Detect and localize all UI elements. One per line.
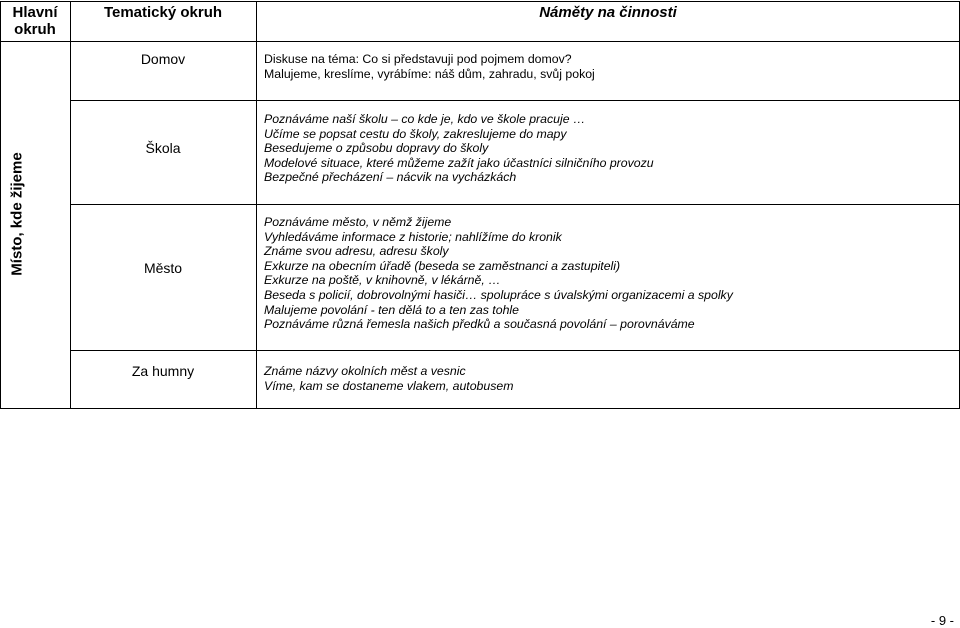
activity-item: Bezpečné přecházení – nácvik na vycházkách xyxy=(264,170,517,185)
header-main-topic-line2: okruh xyxy=(14,21,56,38)
activities-za-humny xyxy=(264,364,513,393)
activity-item: Učíme se popsat cestu do školy, zakreslujeme do mapy xyxy=(264,126,567,141)
activity-item: Exkurze na obecním úřadě (beseda se zaměstnanci a zastupiteli) xyxy=(264,258,621,273)
row-divider-1 xyxy=(70,100,960,101)
activity-item: Diskuse na téma: Co si představuji pod pojmem domov? xyxy=(264,52,572,66)
table-border-left xyxy=(0,1,1,409)
activities-skola xyxy=(264,112,654,185)
activity-item: Exkurze na poště, v knihovně, v lékárně, … xyxy=(264,273,501,288)
topic-mesto: Město xyxy=(143,260,183,276)
activity-item: Poznáváme naší školu – co kde je, kdo ve škole pracuje … xyxy=(264,112,586,126)
header-main-topic-line1: Hlavní xyxy=(12,4,58,21)
topic-skola: Škola xyxy=(145,140,181,156)
main-topic-label: Místo, kde žijeme xyxy=(8,152,26,276)
activity-item: Malujeme, kreslíme, vyrábíme: náš dům, zahradu, svůj pokoj xyxy=(264,66,595,81)
activity-item: Besedujeme o způsobu dopravy do školy xyxy=(264,141,489,156)
col-divider-2 xyxy=(256,1,257,409)
table-border-bottom xyxy=(0,408,960,409)
activity-item: Malujeme povolání - ten dělá to a ten zas tohle xyxy=(264,302,519,317)
activity-item: Známe svou adresu, adresu školy xyxy=(264,244,449,259)
activity-item: Vyhledáváme informace z historie; nahlížíme do kronik xyxy=(264,229,562,244)
activities-domov xyxy=(264,52,595,81)
header-thematic-topic: Tematický okruh xyxy=(103,4,223,21)
page-number: - 9 - xyxy=(930,613,954,628)
header-divider xyxy=(0,41,960,42)
activity-item: Známe názvy okolních měst a vesnic xyxy=(264,364,466,378)
row-divider-2 xyxy=(70,204,960,205)
row-divider-3 xyxy=(70,350,960,351)
activity-item: Poznáváme město, v němž žijeme xyxy=(264,215,452,229)
activities-mesto xyxy=(264,215,733,332)
activity-item: Víme, kam se dostaneme vlakem, autobusem xyxy=(264,378,514,393)
table-border-top xyxy=(0,1,960,2)
topic-za-humny: Za humny xyxy=(131,363,195,379)
header-activities: Náměty na činnosti xyxy=(539,4,677,21)
header-main-topic xyxy=(0,4,70,38)
activity-item: Modelové situace, které můžeme zažít jako účastníci silničního provozu xyxy=(264,155,654,170)
topic-domov: Domov xyxy=(140,51,186,67)
activity-item: Poznáváme různá řemesla našich předků a současná povolání – porovnáváme xyxy=(264,317,695,332)
activity-item: Beseda s policií, dobrovolnými hasiči… spolupráce s úvalskými organizacemi a spolky xyxy=(264,287,733,302)
